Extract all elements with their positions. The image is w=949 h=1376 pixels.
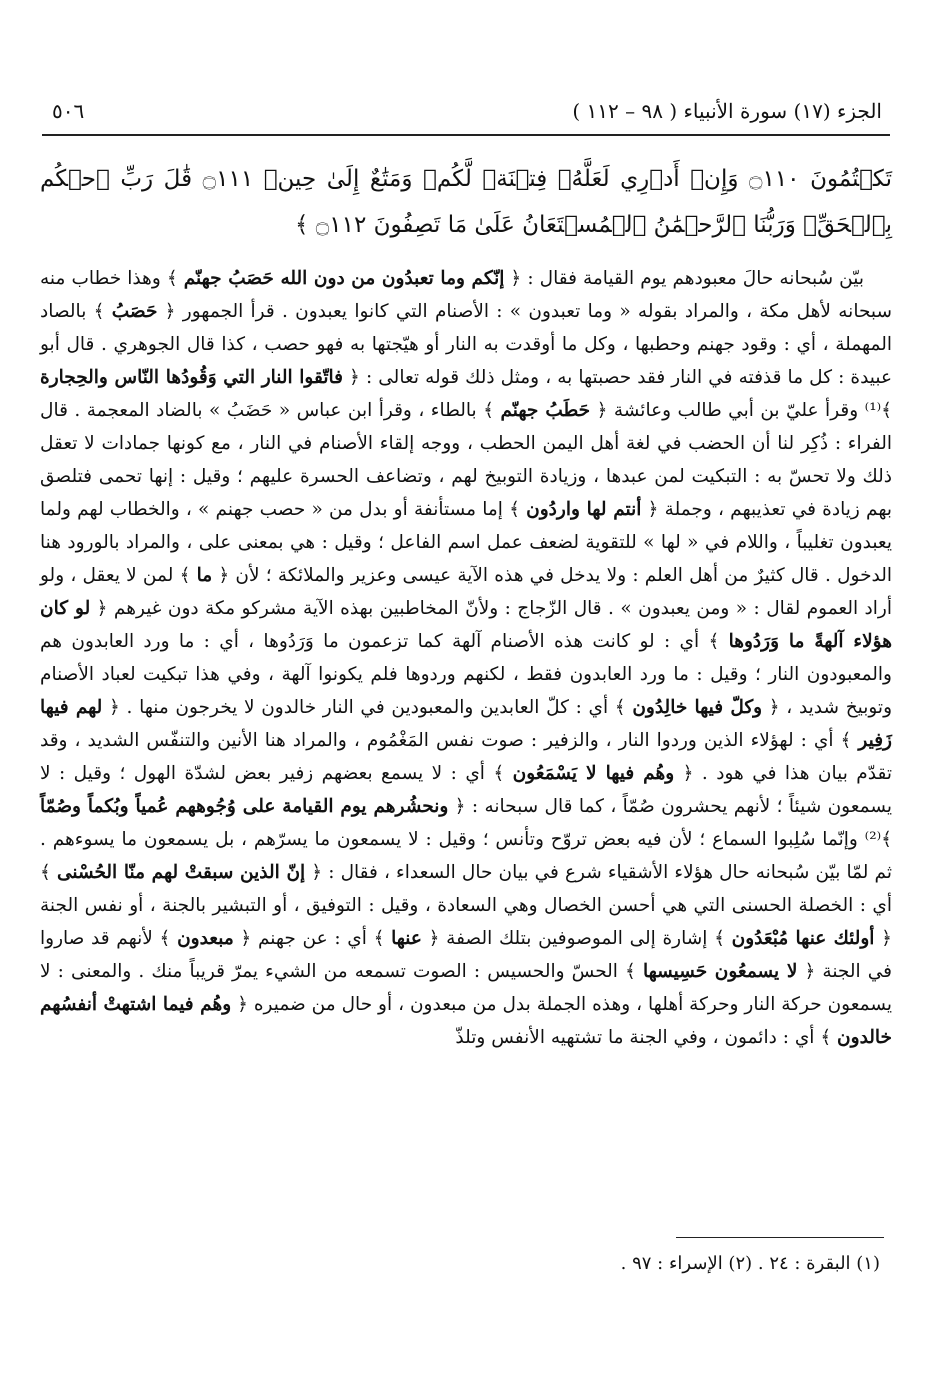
page-number: ٥٠٦ bbox=[52, 99, 85, 123]
text-run: ﴾ الحسّ والحسيس : الصوت تسمعه من الشيء يمرّ قريباً منك . والمعنى : لا يسمعون حركة النار وحركة أهلها ، وهذه الجملة بدل من مبعدون ، أو حال من ضميره ﴿ bbox=[40, 961, 892, 1015]
quoted-verse: عنها bbox=[391, 928, 422, 949]
text-run: ﴾ أي : لهؤلاء الذين وردوا النار ، والزفير : صوت نفس المَغْمُوم ، والمراد هنا الأنين والتنفّس الشديد ، وقد تقدّم بيان هذا في هود . ﴿ bbox=[40, 730, 892, 784]
footnotes: (١) البقرة : ٢٤ . (٢) الإسراء : ٩٧ . bbox=[620, 1253, 880, 1274]
quoted-verse: إنّ الذين سبقتْ لهم منّا الحُسْنى bbox=[56, 862, 306, 883]
commentary-paragraph bbox=[40, 262, 892, 1054]
quoted-verse: ما bbox=[196, 565, 213, 586]
footnote-rule bbox=[676, 1237, 884, 1238]
quoted-verse: ونحشُرهم يوم القيامة على وُجُوههم عُمياً وبُكماً وصُمّاً bbox=[40, 796, 449, 817]
text-run: ﴾ لأنهم قد صاروا في الجنة ﴿ bbox=[40, 928, 892, 982]
quoted-verse: إنّكم وما تعبدُون من دون الله حَصَبُ جهنّم bbox=[183, 268, 505, 289]
text-run: ﴾ بالصاد المهملة ، أي : وقود جهنم وحطبها ، وكل ما أوقدت به النار أو هيّجتها به فهو حصب ، كذا قال الجوهري . قال أبو عبيدة : كل ما قذفته في النار فقد حصبتها به ، ومثل ذلك قوله تعالى : ﴿ bbox=[40, 301, 892, 388]
running-title: الجزء (١٧) سورة الأنبياء ( ٩٨ – ١١٢ ) bbox=[572, 99, 882, 123]
text-run: ﴾ إما مستأنفة أو بدل من « حصب جهنم » ، والخطاب لهم ولما يعبدون تغليباً ، واللام في « لها » للتقوية لضعف عمل اسم الفاعل ؛ وقيل : هي بمعنى على ، والمراد بالورود هنا الدخول . قال كثيرٌ من أهل العلم : ولا يدخل في هذه الآية عيسى وعزير والملائكة ؛ لأن ﴿ bbox=[40, 499, 892, 586]
header-rule bbox=[42, 134, 890, 136]
quoted-verse: وكلّ فيها خالِدُون bbox=[632, 697, 763, 718]
text-run: ﴾ إشارة إلى الموصوفين بتلك الصفة ﴿ bbox=[421, 928, 732, 949]
quoted-verse: لو كان هؤلاء آلهةً ما وَرَدُوها bbox=[40, 598, 892, 652]
quoted-verse: أولئك عنها مُبْعَدُون bbox=[731, 928, 875, 949]
text-run: ﴾ أي : دائمون ، وفي الجنة ما تشتهيه الأنفس وتلذّ bbox=[455, 1027, 838, 1048]
quoted-verse: وهُم فيما اشتهتْ أنفسُهم خالدون bbox=[40, 994, 892, 1048]
text-run: ﴾ بالطاء ، وقرأ ابن عباس « حَضَبُ » بالضاد المعجمة . قال الفراء : ذُكِر لنا أن الحضب في لغة أهل اليمن الحطب ، ووجه إلقاء الأصنام في النار ، مع كونها جمادات لا تعقل ذلك ولا تحسّ به : التبكيت لمن عبدها ، وزيادة التوبيخ لهم ، وتضاعف الحسرة عليهم ؛ وقيل : إنها تحمى فتلصق بهم زيادة في تعذيبهم ، وجملة ﴿ bbox=[40, 400, 893, 520]
text-run: ﴾ أي : الخصلة الحسنى التي هي أحسن الخصال وهي السعادة ، وقيل : التوفيق ، أو التبشير بالجنة ، أو نفس الجنة ﴿ bbox=[40, 862, 892, 949]
text-run: ﴾⁽²⁾ وإنّما سُلِبوا السماع ؛ لأن فيه بعض تروّح وتأنس ؛ وقيل : لا يسمعون ما يسرّهم ، بل يسمعون ما يسوءهم . ثم لمّا بيّن سُبحانه حال هؤلاء الأشقياء شرع في بيان حال السعداء ، فقال : ﴿ bbox=[40, 829, 892, 883]
text-run: ﴾⁽¹⁾ وقرأ عليّ بن أبي طالب وعائشة ﴿ bbox=[590, 400, 892, 421]
text-run: ﴾ أي : كلّ العابدين والمعبودين في النار خالدون لا يخرجون منها . ﴿ bbox=[102, 697, 633, 718]
text-run: ﴾ أي : لو كانت هذه الأصنام آلهة كما تزعمون ما وَرَدُوها ، أي : ما ورد العابدون هم والمعبودون النار ؛ وقيل : ما ورد العابدون فقط ، لكنهم وردوها فلم يكونوا آلهة ، وفي هذا تبكيت لعباد الأصنام وتوبيخ شديد ، ﴿ bbox=[40, 631, 893, 718]
text-run: ﴾ أي : عن جهنم ﴿ bbox=[233, 928, 392, 949]
quoted-verse: مبعدون bbox=[177, 928, 234, 949]
text-run: ﴾ لمن لا يعقل ، ولو أراد العموم لقال : « ومن يعبدون » . قال الزّجاج : ولأنّ المخاطبين بهذه الآية مشركو مكة دون غيرهم ﴿ bbox=[40, 565, 892, 619]
quoted-verse: وهُم فيها لا يَسْمَعُون bbox=[512, 763, 675, 784]
quoted-verse: فاتّقوا النار التي وَقُودُها النّاس والحِجارة bbox=[40, 367, 343, 388]
text-run: بيّن سُبحانه حالَ معبودهم يوم القيامة فقال : ﴿ bbox=[504, 268, 864, 289]
text-run: ﴾ وهذا خطاب منه سبحانه لأهل مكة ، والمراد بقوله « وما تعبدون » : الأصنام التي كانوا يعبدون . قرأ الجمهور ﴿ bbox=[40, 268, 892, 322]
page-header bbox=[52, 94, 882, 128]
quoted-verse: لهم فيها زَفِير bbox=[40, 697, 892, 751]
text-run: ﴾ أي : لا يسمع بعضهم زفير بعض لشدّة الهول ؛ وقيل : لا يسمعون شيئاً ؛ لأنهم يحشرون صُمّاً ، كما قال سبحانه : ﴿ bbox=[40, 763, 892, 817]
quoted-verse: لا يسمعُون حَسِيسها bbox=[642, 961, 798, 982]
quoted-verse: أنتم لها واردُون bbox=[526, 499, 642, 520]
quran-verses: تَكۡتُمُونَ ۝١١٠ وَإِنۡ أَدۡرِي لَعَلَّهُۥ فِتۡنَةٞ لَّكُمۡ وَمَتَٰعٌ إِلَىٰ حِينٖ ۝١١١ قَٰلَ رَبِّ ٱحۡكُم بِٱلۡحَقِّۗ وَرَبُّنَا ٱلرَّحۡمَٰنُ ٱلۡمُسۡتَعَانُ عَلَىٰ مَا تَصِفُونَ ۝١١٢ ﴾ bbox=[40, 166, 892, 238]
commentary-text bbox=[40, 262, 892, 1054]
quoted-verse: حَطَبُ جهنّم bbox=[500, 400, 591, 421]
quoted-verse: حَصَبُ bbox=[111, 301, 158, 322]
